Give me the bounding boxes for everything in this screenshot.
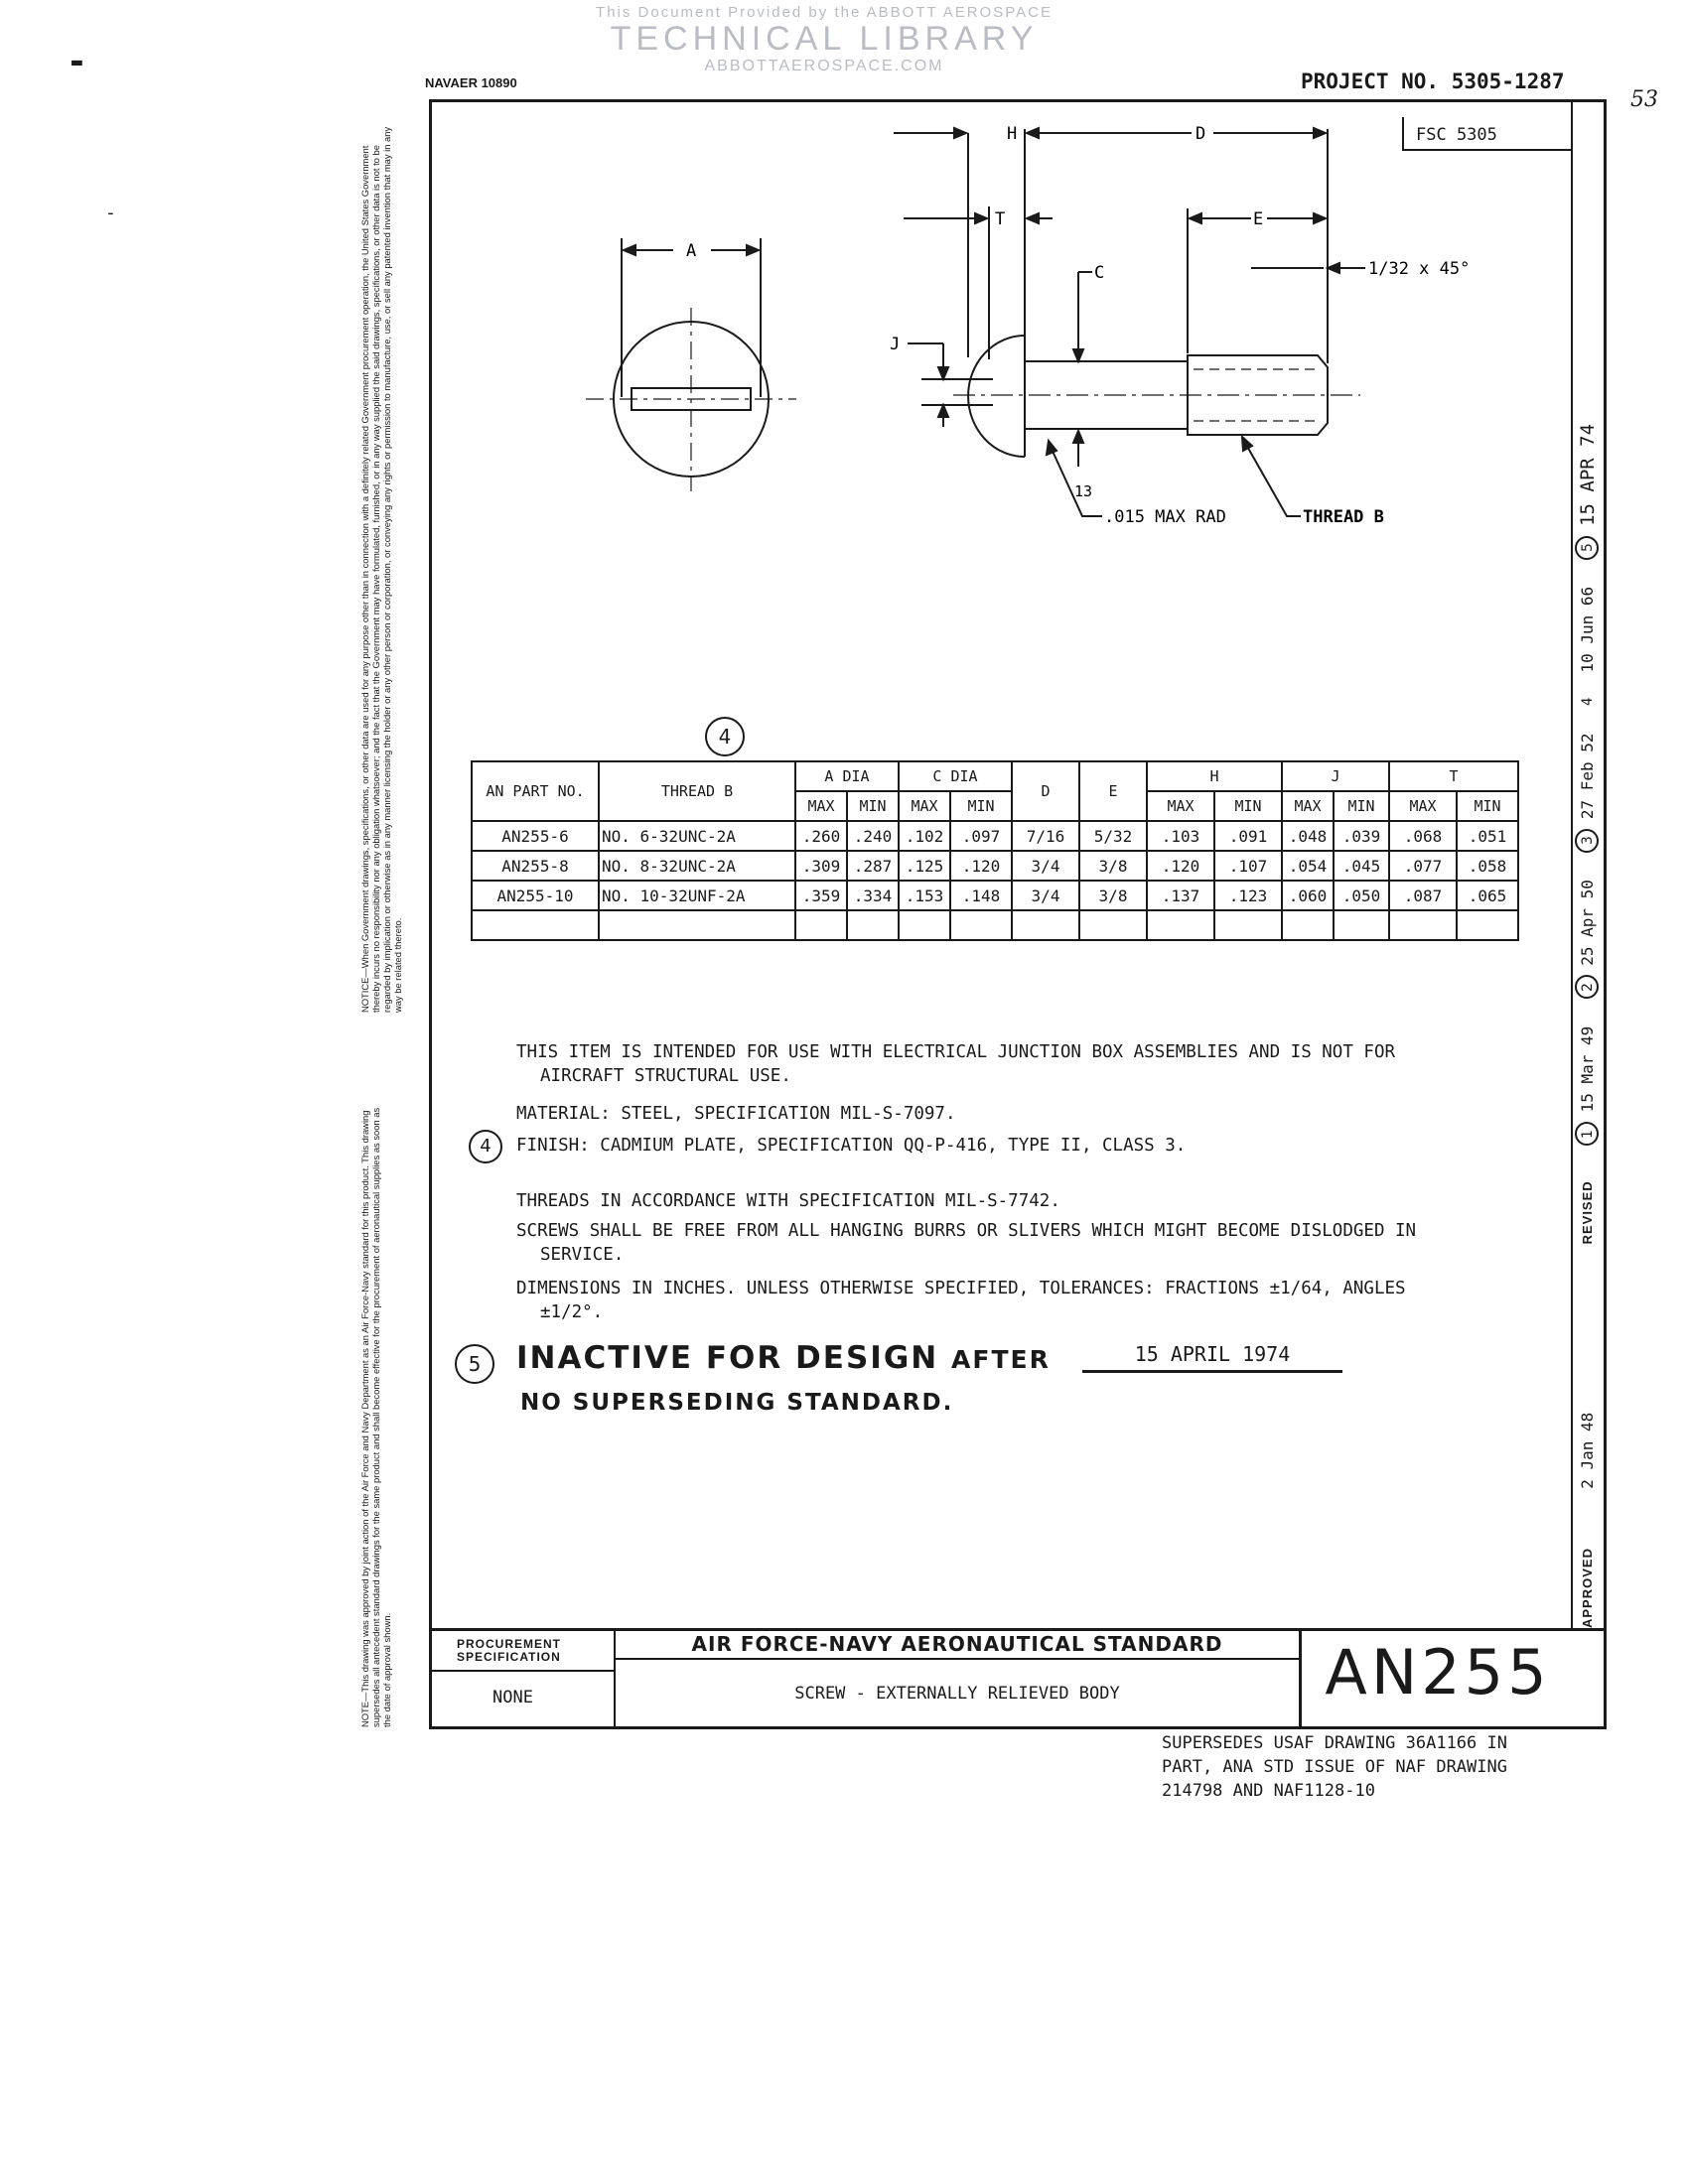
cell-empty	[899, 910, 950, 940]
cell-h-max: .120	[1147, 851, 1214, 881]
screw-drawing	[437, 109, 1569, 526]
cell-empty	[1389, 910, 1457, 940]
inactive-date: 15 APRIL 1974	[1082, 1342, 1342, 1373]
header-j: J	[1282, 761, 1389, 791]
cell-part: AN255-10	[472, 881, 599, 910]
watermark-title: TECHNICAL LIBRARY	[610, 20, 1039, 58]
dim-c-label: C	[1094, 263, 1105, 283]
approved-label: APPROVED	[1580, 1548, 1595, 1628]
cell-c-min: .097	[950, 821, 1012, 851]
cell-h-min: .107	[1214, 851, 1282, 881]
rev-1-date: 15 Mar 49	[1578, 1025, 1597, 1113]
cell-e: 3/8	[1079, 851, 1147, 881]
sub-min: MIN	[847, 791, 899, 821]
cell-part: AN255-8	[472, 851, 599, 881]
cell-h-min: .091	[1214, 821, 1282, 851]
dim-d-label: D	[1196, 124, 1206, 144]
cell-j-min: .045	[1334, 851, 1389, 881]
header-a-dia: A DIA	[795, 761, 899, 791]
dim-e-label: E	[1253, 209, 1264, 229]
rev-4-marker: 4	[1580, 697, 1596, 707]
cell-c-max: .102	[899, 821, 950, 851]
scan-dot: -	[105, 203, 116, 223]
cell-empty	[1214, 910, 1282, 940]
rad-label: .015 MAX RAD	[1104, 507, 1226, 526]
rev-3-circle: 3	[1575, 829, 1599, 853]
rev-5-date: 15 APR 74	[1577, 423, 1599, 526]
watermark-url: ABBOTTAEROSPACE.COM	[704, 58, 944, 74]
note-finish: FINISH: CADMIUM PLATE, SPECIFICATION QQ-P-416, TYPE II, CLASS 3.	[516, 1136, 1187, 1156]
cell-e: 5/32	[1079, 821, 1147, 851]
note-burrs-line2: SERVICE.	[540, 1245, 625, 1265]
rev-2-date: 25 Apr 50	[1578, 880, 1597, 966]
header-e: E	[1079, 761, 1147, 821]
note-burrs	[516, 1219, 1416, 1267]
sub-max: MAX	[1282, 791, 1334, 821]
sub-min: MIN	[1457, 791, 1518, 821]
cell-thread: NO. 10-32UNF-2A	[599, 881, 795, 910]
note-side-text: NOTE—This drawing was approved by joint action of the Air Force and Navy Department as an Air Force-Navy standard for this product. This drawing supersedes all antecedent standard drawings for the same product and shall become effective for the procurement of aeronautical supplies as soon as the date of approval shown.	[359, 1107, 392, 1727]
cell-thread: NO. 6-32UNC-2A	[599, 821, 795, 851]
rev-4-date: 10 Jun 66	[1578, 586, 1597, 673]
rad-marker-label: 13	[1074, 482, 1093, 500]
table-header-row	[472, 761, 1518, 791]
title-block-divider	[616, 1658, 1299, 1660]
inactive-after: AFTER	[951, 1345, 1051, 1374]
header-c-dia: C DIA	[899, 761, 1012, 791]
side-view	[894, 128, 1365, 516]
rev-5-circle: 5	[1575, 536, 1599, 560]
standard-number: AN255	[1325, 1636, 1551, 1708]
inactive-text: INACTIVE FOR DESIGN	[516, 1340, 939, 1376]
cell-a-min: .334	[847, 881, 899, 910]
title-block-divider	[1299, 1628, 1302, 1727]
cell-empty	[795, 910, 847, 940]
cell-a-min: .287	[847, 851, 899, 881]
sub-min: MIN	[1214, 791, 1282, 821]
cell-empty	[1282, 910, 1334, 940]
table-row	[472, 851, 1518, 881]
rev-1-circle: 1	[1575, 1122, 1599, 1146]
cell-c-min: .148	[950, 881, 1012, 910]
dimensions-table	[471, 760, 1519, 941]
head-end-view	[586, 238, 796, 491]
no-superseding: NO SUPERSEDING STANDARD.	[520, 1390, 954, 1416]
corner-mark: 53	[1630, 87, 1658, 112]
cell-thread: NO. 8-32UNC-2A	[599, 851, 795, 881]
cell-j-min: .050	[1334, 881, 1389, 910]
sub-max: MAX	[795, 791, 847, 821]
cell-empty	[847, 910, 899, 940]
cell-t-min: .058	[1457, 851, 1518, 881]
cell-h-min: .123	[1214, 881, 1282, 910]
rev-2-circle: 2	[1575, 975, 1599, 999]
fsc-box: FSC 5305	[1402, 117, 1571, 151]
dim-j-label: J	[890, 335, 901, 354]
cell-j-max: .048	[1282, 821, 1334, 851]
cell-t-min: .065	[1457, 881, 1518, 910]
note-intended	[516, 1040, 1395, 1088]
cell-j-max: .054	[1282, 851, 1334, 881]
header-d: D	[1012, 761, 1079, 821]
cell-d: 3/4	[1012, 881, 1079, 910]
standard-subtitle: SCREW - EXTERNALLY RELIEVED BODY	[794, 1684, 1120, 1704]
sub-min: MIN	[950, 791, 1012, 821]
cell-t-max: .068	[1389, 821, 1457, 851]
header-part-no: AN PART NO.	[472, 761, 599, 821]
notice-side-text: NOTICE—When Government drawings, specifications, or other data are used for any purpose other than in connection with a definitely related Government procurement operation, the United States Government thereby incurs no responsibility nor any obligation whatsoever; and the fact that the Government may have formulated, furnished, or in any way supplied the said drawings, specifications, or other data is not to be regarded by implication or otherwise as in any manner licensing the holder or any other person or corporation, or conveying any rights or permission to manufacture, use, or sell any patented invention that may in any way be related thereto.	[359, 126, 403, 1013]
cell-empty	[472, 910, 599, 940]
table-row	[472, 881, 1518, 910]
cell-empty	[1079, 910, 1147, 940]
revised-label: REVISED	[1580, 1180, 1595, 1245]
cell-t-min: .051	[1457, 821, 1518, 851]
supersedes-line2: PART, ANA STD ISSUE OF NAF DRAWING	[1162, 1757, 1507, 1777]
cell-empty	[1012, 910, 1079, 940]
dim-t-label: T	[995, 209, 1006, 229]
dim-h-label: H	[1007, 124, 1018, 144]
cell-a-min: .240	[847, 821, 899, 851]
cell-empty	[1147, 910, 1214, 940]
cell-j-max: .060	[1282, 881, 1334, 910]
cell-c-min: .120	[950, 851, 1012, 881]
cell-empty	[1457, 910, 1518, 940]
header-t: T	[1389, 761, 1518, 791]
cell-empty	[950, 910, 1012, 940]
sub-max: MAX	[1389, 791, 1457, 821]
standard-title: AIR FORCE-NAVY AERONAUTICAL STANDARD	[691, 1632, 1223, 1656]
cell-j-min: .039	[1334, 821, 1389, 851]
note-dimensions-line1: DIMENSIONS IN INCHES. UNLESS OTHERWISE SPECIFIED, TOLERANCES: FRACTIONS ±1/64, ANGLES	[516, 1279, 1406, 1298]
cell-h-max: .103	[1147, 821, 1214, 851]
table-row	[472, 821, 1518, 851]
cell-t-max: .087	[1389, 881, 1457, 910]
procurement-value: NONE	[492, 1688, 533, 1707]
procurement-label: PROCUREMENT SPECIFICATION	[457, 1637, 562, 1664]
cell-d: 7/16	[1012, 821, 1079, 851]
note-intended-line2: AIRCRAFT STRUCTURAL USE.	[540, 1066, 791, 1086]
dim-a-label: A	[686, 241, 697, 261]
note-intended-line1: THIS ITEM IS INTENDED FOR USE WITH ELECTRICAL JUNCTION BOX ASSEMBLIES AND IS NOT FOR	[516, 1042, 1396, 1062]
cell-a-max: .260	[795, 821, 847, 851]
supersedes-note	[1162, 1731, 1507, 1803]
finish-change-circle: 4	[469, 1130, 502, 1163]
supersedes-line3: 214798 AND NAF1128-10	[1162, 1781, 1375, 1801]
note-threads: THREADS IN ACCORDANCE WITH SPECIFICATION MIL-S-7742.	[516, 1191, 1060, 1211]
cell-t-max: .077	[1389, 851, 1457, 881]
watermark-line-1: This Document Provided by the ABBOTT AEROSPACE	[596, 4, 1053, 21]
table-row-empty	[472, 910, 1518, 940]
cell-empty	[599, 910, 795, 940]
supersedes-line1: SUPERSEDES USAF DRAWING 36A1166 IN	[1162, 1733, 1507, 1753]
note-dimensions	[516, 1277, 1406, 1324]
note-material: MATERIAL: STEEL, SPECIFICATION MIL-S-7097.	[516, 1104, 956, 1124]
sub-min: MIN	[1334, 791, 1389, 821]
header-thread: THREAD B	[599, 761, 795, 821]
navaer-number: NAVAER 10890	[425, 75, 517, 90]
inactive-notice	[516, 1340, 1051, 1376]
inactive-change-circle: 5	[455, 1344, 494, 1384]
cell-part: AN255-6	[472, 821, 599, 851]
sub-max: MAX	[899, 791, 950, 821]
cell-h-max: .137	[1147, 881, 1214, 910]
project-number: PROJECT NO. 5305-1287	[1301, 69, 1565, 93]
note-dimensions-line2: ±1/2°.	[540, 1302, 604, 1322]
cell-a-max: .359	[795, 881, 847, 910]
sub-max: MAX	[1147, 791, 1214, 821]
revision-history	[1575, 109, 1601, 1628]
thread-label: THREAD B	[1303, 507, 1384, 526]
title-block-divider	[429, 1670, 616, 1672]
table-change-circle: 4	[705, 717, 745, 756]
rev-3-date: 27 Feb 52	[1578, 733, 1597, 820]
cell-a-max: .309	[795, 851, 847, 881]
note-burrs-line1: SCREWS SHALL BE FREE FROM ALL HANGING BURRS OR SLIVERS WHICH MIGHT BECOME DISLODGED IN	[516, 1221, 1417, 1241]
chamfer-label: 1/32 x 45°	[1368, 259, 1471, 279]
cell-e: 3/8	[1079, 881, 1147, 910]
cell-d: 3/4	[1012, 851, 1079, 881]
approved-date: 2 Jan 48	[1578, 1412, 1597, 1489]
cell-empty	[1334, 910, 1389, 940]
scan-mark: ▬	[71, 52, 82, 72]
header-h: H	[1147, 761, 1282, 791]
cell-c-max: .125	[899, 851, 950, 881]
cell-c-max: .153	[899, 881, 950, 910]
